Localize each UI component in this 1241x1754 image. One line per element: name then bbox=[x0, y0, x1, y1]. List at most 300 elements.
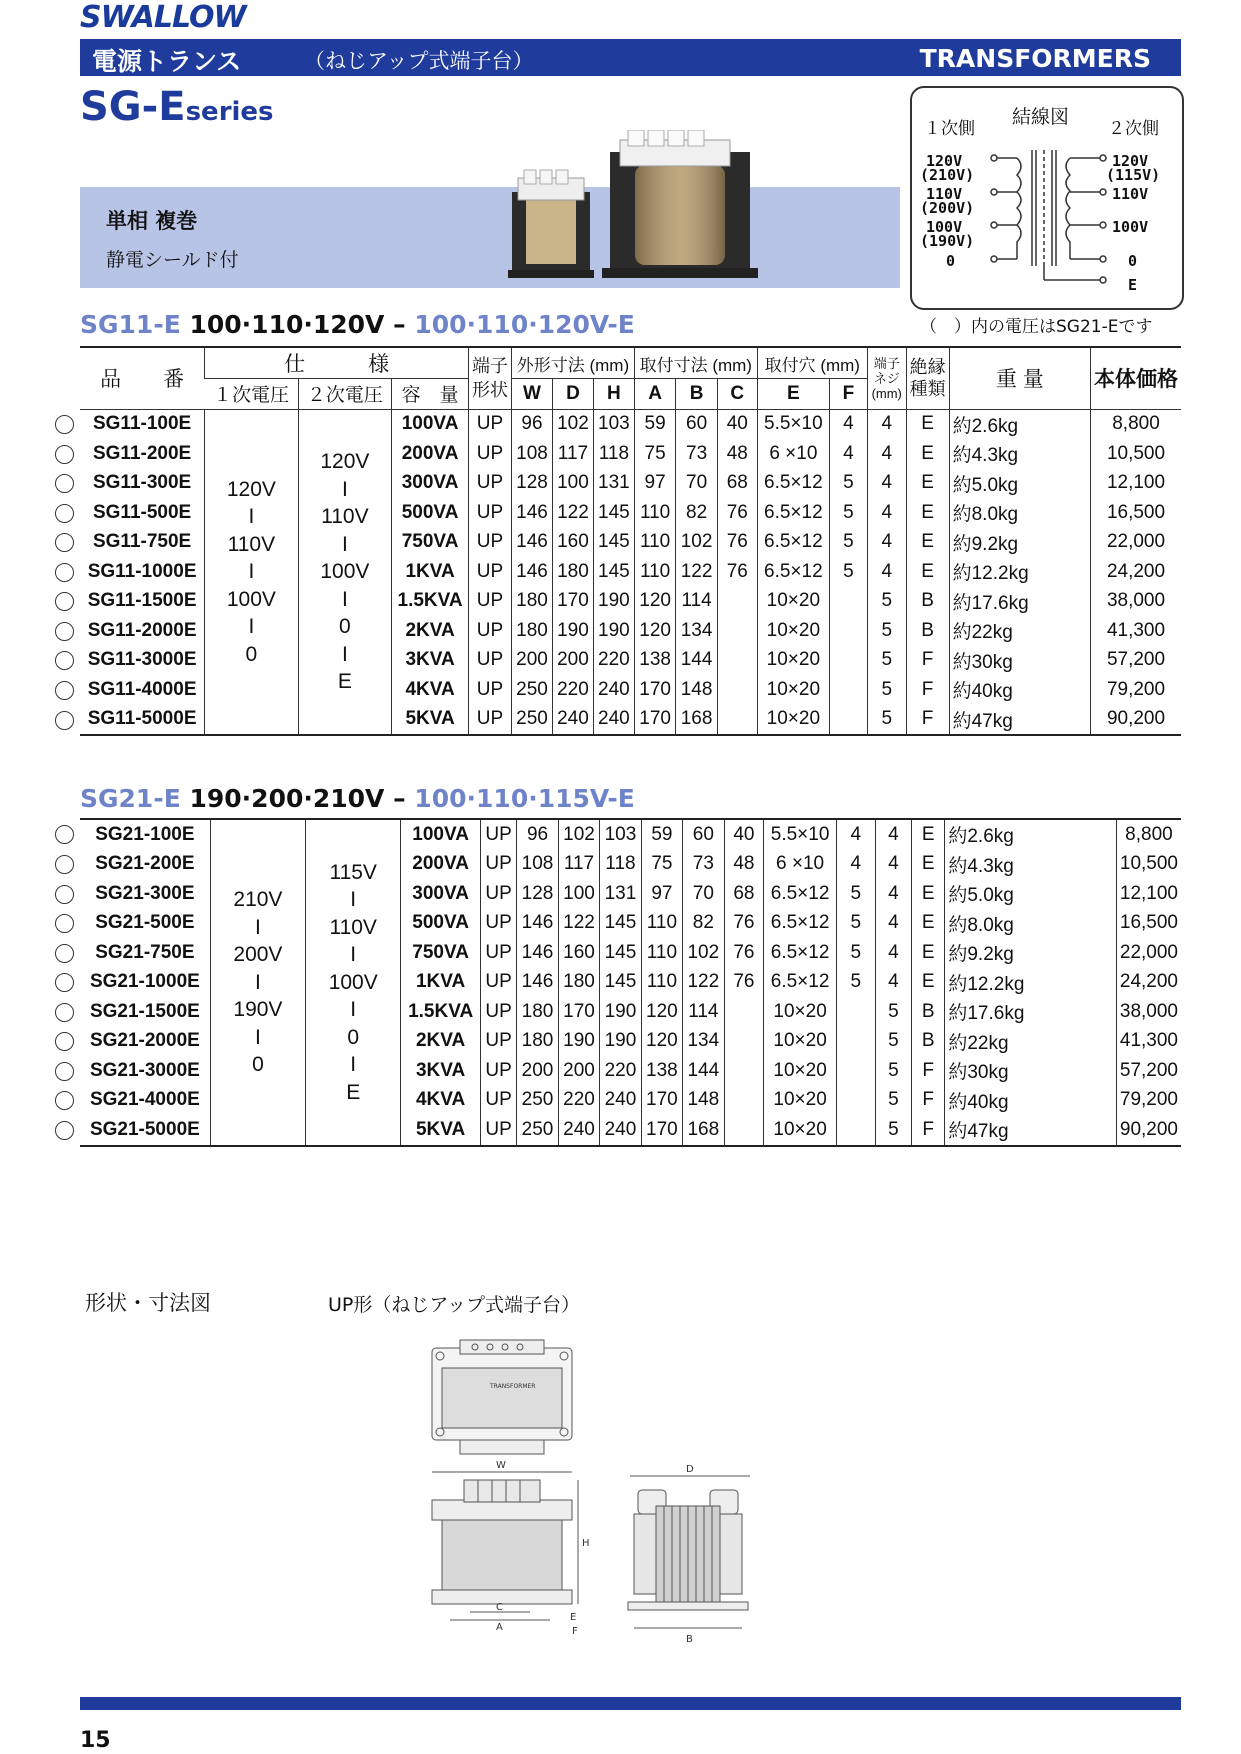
insulation-cell: B bbox=[912, 997, 945, 1027]
weight-spacer bbox=[1027, 997, 1116, 1027]
th-spec: 仕 様 bbox=[205, 347, 469, 379]
weight-spacer bbox=[1027, 850, 1116, 880]
screw-cell: 4 bbox=[875, 909, 911, 939]
wl-4: 100V bbox=[926, 218, 963, 236]
hole-F-cell bbox=[836, 1056, 875, 1086]
dim-W-cell: 250 bbox=[512, 675, 553, 705]
terminal-type-cell: UP bbox=[469, 469, 512, 499]
dim-B-cell: 148 bbox=[676, 675, 717, 705]
price-cell: 38,000 bbox=[1091, 587, 1182, 617]
dim-B-cell: 168 bbox=[683, 1115, 724, 1146]
dim-A-cell: 170 bbox=[634, 705, 675, 736]
select-circle[interactable] bbox=[55, 681, 74, 700]
hole-F-cell: 5 bbox=[836, 938, 875, 968]
hole-F-cell bbox=[829, 705, 867, 736]
screw-cell: 4 bbox=[867, 439, 906, 469]
select-circle[interactable] bbox=[55, 1032, 74, 1051]
secondary-voltage-item: 100V bbox=[328, 970, 378, 994]
model-cell: SG21-500E bbox=[95, 912, 195, 934]
wr-5: E bbox=[1128, 276, 1138, 294]
hole-F-cell: 4 bbox=[836, 850, 875, 880]
select-circle[interactable] bbox=[55, 504, 74, 523]
select-circle[interactable] bbox=[55, 1121, 74, 1140]
terminal-type-cell: UP bbox=[480, 1086, 516, 1116]
weight-spacer bbox=[1032, 557, 1091, 587]
dim-D-cell: 170 bbox=[552, 587, 593, 617]
terminal-type-cell: UP bbox=[480, 909, 516, 939]
spec-table-sg11 bbox=[80, 346, 1181, 736]
dim-H-cell: 240 bbox=[600, 1086, 641, 1116]
screw-cell: 4 bbox=[867, 409, 906, 439]
weight-cell: 約17.6kg bbox=[949, 587, 1032, 617]
drawing-subtitle: UP形（ねじアップ式端子台） bbox=[328, 1294, 581, 1316]
model-cell: SG11-200E bbox=[92, 442, 192, 464]
screw-cell: 5 bbox=[875, 1086, 911, 1116]
select-circle[interactable] bbox=[55, 1003, 74, 1022]
insulation-cell: E bbox=[912, 938, 945, 968]
dim-A-cell: 120 bbox=[634, 587, 675, 617]
dim-A-cell: 110 bbox=[634, 557, 675, 587]
dim-D-cell: 100 bbox=[558, 879, 599, 909]
terminal-type-cell: UP bbox=[480, 819, 516, 850]
secondary-voltage-item: 0 bbox=[347, 1025, 360, 1049]
dim-A-cell: 170 bbox=[641, 1115, 682, 1146]
dim-W-cell: 96 bbox=[517, 819, 558, 850]
dim-C-cell bbox=[717, 705, 757, 736]
secondary-voltage-item: E bbox=[346, 1080, 361, 1104]
insulation-cell: E bbox=[912, 819, 945, 850]
secondary-voltage-item: E bbox=[337, 670, 352, 693]
weight-spacer bbox=[1032, 675, 1091, 705]
dim-D-cell: 190 bbox=[552, 616, 593, 646]
capacity-cell: 4KVA bbox=[392, 675, 469, 705]
weight-cell: 約17.6kg bbox=[945, 997, 1028, 1027]
hole-E-cell: 10×20 bbox=[757, 646, 829, 676]
dim-H-cell: 145 bbox=[593, 528, 634, 558]
select-circle[interactable] bbox=[55, 474, 74, 493]
wr-1: (115V) bbox=[1106, 166, 1161, 184]
dim-D-cell: 160 bbox=[558, 938, 599, 968]
hole-F-cell: 5 bbox=[836, 879, 875, 909]
feature-line2: 静電シールド付 bbox=[106, 249, 239, 271]
model-cell: SG21-1000E bbox=[89, 971, 200, 993]
weight-spacer bbox=[1027, 879, 1116, 909]
dim-W-cell: 250 bbox=[517, 1115, 558, 1146]
capacity-cell: 3KVA bbox=[392, 646, 469, 676]
weight-spacer bbox=[1027, 1086, 1116, 1116]
price-cell: 8,800 bbox=[1091, 409, 1182, 439]
select-circle[interactable] bbox=[55, 914, 74, 933]
hole-F-cell: 4 bbox=[836, 819, 875, 850]
dim-D-cell: 200 bbox=[552, 646, 593, 676]
dim-H-cell: 220 bbox=[600, 1056, 641, 1086]
dim-B-cell: 134 bbox=[676, 616, 717, 646]
capacity-cell: 1.5KVA bbox=[392, 587, 469, 617]
weight-cell: 約8.0kg bbox=[945, 909, 1028, 939]
model-cell: SG21-3000E bbox=[89, 1059, 200, 1081]
hole-E-cell: 5.5×10 bbox=[757, 409, 829, 439]
model-cell: SG21-2000E bbox=[89, 1030, 200, 1052]
th-outer: 外形寸法 (mm) bbox=[512, 347, 635, 379]
dim-A-cell: 110 bbox=[634, 498, 675, 528]
capacity-cell: 2KVA bbox=[392, 616, 469, 646]
dim-C-cell bbox=[724, 997, 764, 1027]
select-circle[interactable] bbox=[55, 651, 74, 670]
wiring-secondary: ２次側 bbox=[1108, 119, 1159, 139]
wr-3: 100V bbox=[1112, 218, 1149, 236]
dim-A-cell: 110 bbox=[641, 909, 682, 939]
dim-C-cell: 68 bbox=[724, 879, 764, 909]
select-circle[interactable] bbox=[55, 1091, 74, 1110]
weight-cell: 約5.0kg bbox=[949, 469, 1032, 499]
th-B: B bbox=[676, 379, 717, 410]
screw-cell: 4 bbox=[867, 498, 906, 528]
dim-A: A bbox=[496, 1622, 503, 1633]
select-circle[interactable] bbox=[55, 944, 74, 963]
select-circle[interactable] bbox=[55, 711, 74, 730]
weight-cell: 約47kg bbox=[949, 705, 1032, 736]
dim-C-cell bbox=[724, 1115, 764, 1146]
secondary-voltage-item: I bbox=[350, 943, 357, 966]
header-row-1 bbox=[80, 347, 1181, 379]
th-screw: 端子 ネジ (mm) bbox=[867, 347, 906, 409]
dim-H: H bbox=[582, 1538, 590, 1549]
weight-spacer bbox=[1032, 705, 1091, 736]
model-cell: SG21-200E bbox=[95, 853, 195, 875]
wiring-title: 結線図 bbox=[1012, 106, 1070, 128]
dim-H-cell: 145 bbox=[593, 557, 634, 587]
insulation-cell: E bbox=[912, 879, 945, 909]
weight-cell: 約22kg bbox=[949, 616, 1032, 646]
wl-0: 120V bbox=[926, 152, 963, 170]
primary-voltage-cell bbox=[205, 409, 298, 735]
capacity-cell: 2KVA bbox=[401, 1027, 481, 1057]
screw-cell: 5 bbox=[875, 1056, 911, 1086]
hole-E-cell: 10×20 bbox=[757, 616, 829, 646]
dim-A-cell: 120 bbox=[641, 1027, 682, 1057]
weight-spacer bbox=[1027, 1027, 1116, 1057]
table-row bbox=[80, 819, 1181, 850]
th-hole: 取付穴 (mm) bbox=[757, 347, 867, 379]
dim-C-cell: 40 bbox=[717, 409, 757, 439]
secondary-voltage-item: 110V bbox=[321, 505, 369, 528]
dim-A-cell: 120 bbox=[641, 997, 682, 1027]
dim-B: B bbox=[686, 1634, 693, 1645]
title-bar bbox=[80, 39, 1181, 76]
hole-E-cell: 10×20 bbox=[764, 1027, 837, 1057]
select-circle[interactable] bbox=[55, 885, 74, 904]
wl-6: 0 bbox=[946, 252, 956, 270]
weight-spacer bbox=[1027, 968, 1116, 998]
dim-B-cell: 70 bbox=[676, 469, 717, 499]
screw-cell: 5 bbox=[875, 1027, 911, 1057]
hole-E-cell: 6 ×10 bbox=[764, 850, 837, 880]
dim-H-cell: 220 bbox=[593, 646, 634, 676]
dim-B-cell: 70 bbox=[683, 879, 724, 909]
price-cell: 22,000 bbox=[1091, 528, 1182, 558]
terminal-type-cell: UP bbox=[469, 616, 512, 646]
side-view bbox=[628, 1476, 750, 1628]
weight-cell: 約5.0kg bbox=[945, 879, 1028, 909]
dim-C-cell: 40 bbox=[724, 819, 764, 850]
primary-voltage-item: 120V bbox=[226, 477, 276, 501]
wl-3: (200V) bbox=[920, 199, 975, 217]
dim-H-cell: 131 bbox=[593, 469, 634, 499]
section2-vout: 100·110·115V-E bbox=[414, 784, 635, 813]
select-circle[interactable] bbox=[55, 415, 74, 434]
select-circle[interactable] bbox=[55, 445, 74, 464]
weight-spacer bbox=[1032, 498, 1091, 528]
dim-H-cell: 190 bbox=[600, 1027, 641, 1057]
section2-vin: 190·200·210V bbox=[189, 784, 385, 813]
hole-E-cell: 10×20 bbox=[764, 1086, 837, 1116]
screw-cell: 5 bbox=[875, 997, 911, 1027]
price-cell: 90,200 bbox=[1091, 705, 1182, 736]
wiring-diagram bbox=[910, 86, 1184, 310]
secondary-voltage-item: 115V bbox=[329, 860, 377, 884]
select-circle[interactable] bbox=[55, 533, 74, 552]
hole-F-cell: 5 bbox=[829, 498, 867, 528]
hole-F-cell: 4 bbox=[829, 439, 867, 469]
secondary-voltage-cell bbox=[298, 409, 392, 735]
weight-spacer bbox=[1032, 409, 1091, 439]
hole-E-cell: 6 ×10 bbox=[757, 439, 829, 469]
hole-E-cell: 6.5×12 bbox=[764, 879, 837, 909]
th-terminal: 端子 形状 bbox=[469, 347, 512, 409]
dim-B-cell: 148 bbox=[683, 1086, 724, 1116]
th-W: W bbox=[512, 379, 553, 410]
dim-W-cell: 180 bbox=[517, 997, 558, 1027]
primary-voltage-item: 0 bbox=[252, 1053, 264, 1076]
select-circle[interactable] bbox=[55, 855, 74, 874]
dim-D-cell: 220 bbox=[558, 1086, 599, 1116]
dim-H-cell: 118 bbox=[593, 439, 634, 469]
capacity-cell: 300VA bbox=[401, 879, 481, 909]
primary-voltage-item: 190V bbox=[233, 998, 283, 1021]
model-cell: SG11-750E bbox=[92, 531, 192, 553]
dim-W-cell: 200 bbox=[517, 1056, 558, 1086]
dim-B-cell: 60 bbox=[683, 819, 724, 850]
dim-C: C bbox=[496, 1602, 503, 1613]
weight-spacer bbox=[1032, 469, 1091, 499]
weight-cell: 約9.2kg bbox=[945, 938, 1028, 968]
screw-cell: 4 bbox=[875, 879, 911, 909]
primary-voltage-item: I bbox=[248, 615, 255, 638]
dim-B-cell: 114 bbox=[676, 587, 717, 617]
insulation-cell: B bbox=[906, 616, 949, 646]
model-cell: SG21-1500E bbox=[89, 1000, 200, 1022]
dim-H-cell: 103 bbox=[600, 819, 641, 850]
dim-B-cell: 73 bbox=[676, 439, 717, 469]
model-cell: SG11-5000E bbox=[87, 708, 197, 730]
dim-W-cell: 180 bbox=[517, 1027, 558, 1057]
weight-cell: 約22kg bbox=[945, 1027, 1028, 1057]
select-circle[interactable] bbox=[55, 973, 74, 992]
terminal-type-cell: UP bbox=[469, 587, 512, 617]
select-circle[interactable] bbox=[55, 825, 74, 844]
screw-cell: 5 bbox=[875, 1115, 911, 1146]
hole-F-cell bbox=[836, 997, 875, 1027]
dim-D-cell: 190 bbox=[558, 1027, 599, 1057]
primary-voltage-item: 210V bbox=[233, 888, 283, 911]
primary-voltage-item: I bbox=[248, 560, 255, 583]
model-cell: SG21-4000E bbox=[89, 1089, 200, 1111]
terminal-type-cell: UP bbox=[480, 1056, 516, 1086]
price-cell: 57,200 bbox=[1091, 646, 1182, 676]
dim-A-cell: 59 bbox=[634, 409, 675, 439]
capacity-cell: 200VA bbox=[392, 439, 469, 469]
screw-cell: 4 bbox=[867, 557, 906, 587]
dim-A-cell: 75 bbox=[634, 439, 675, 469]
insulation-cell: B bbox=[906, 587, 949, 617]
dim-B-cell: 102 bbox=[676, 528, 717, 558]
price-cell: 38,000 bbox=[1116, 997, 1181, 1027]
wr-4: 0 bbox=[1128, 252, 1138, 270]
dim-B-cell: 73 bbox=[683, 850, 724, 880]
dim-W-cell: 108 bbox=[512, 439, 553, 469]
dim-H-cell: 240 bbox=[600, 1115, 641, 1146]
hole-E-cell: 10×20 bbox=[757, 587, 829, 617]
select-circle[interactable] bbox=[55, 1062, 74, 1081]
hole-F-cell bbox=[836, 1115, 875, 1146]
weight-cell: 約30kg bbox=[949, 646, 1032, 676]
primary-voltage-item: I bbox=[254, 970, 261, 994]
price-cell: 79,200 bbox=[1116, 1086, 1181, 1116]
primary-voltage-item: 100V bbox=[226, 587, 276, 611]
model-cell: SG21-300E bbox=[95, 882, 195, 904]
terminal-type-cell: UP bbox=[469, 675, 512, 705]
weight-spacer bbox=[1027, 909, 1116, 939]
capacity-cell: 750VA bbox=[392, 528, 469, 558]
dim-A-cell: 97 bbox=[641, 879, 682, 909]
terminal-type-cell: UP bbox=[480, 938, 516, 968]
th-A: A bbox=[634, 379, 675, 410]
model-cell: SG11-300E bbox=[92, 472, 192, 494]
dim-C-cell: 76 bbox=[724, 909, 764, 939]
weight-spacer bbox=[1032, 528, 1091, 558]
wr-0: 120V bbox=[1112, 152, 1149, 170]
terminal-type-cell: UP bbox=[480, 879, 516, 909]
dim-C-cell: 76 bbox=[724, 938, 764, 968]
dim-H-cell: 190 bbox=[593, 616, 634, 646]
dim-H-cell: 190 bbox=[593, 587, 634, 617]
price-cell: 79,200 bbox=[1091, 675, 1182, 705]
capacity-cell: 5KVA bbox=[401, 1115, 481, 1146]
dim-C-cell bbox=[724, 1056, 764, 1086]
dim-C-cell: 76 bbox=[717, 557, 757, 587]
hole-E-cell: 6.5×12 bbox=[764, 968, 837, 998]
capacity-cell: 100VA bbox=[401, 819, 481, 850]
dim-B-cell: 144 bbox=[676, 646, 717, 676]
section1-vout: 100·110·120V-E bbox=[414, 310, 635, 339]
screw-cell: 4 bbox=[875, 968, 911, 998]
screw-cell: 4 bbox=[867, 469, 906, 499]
select-circle[interactable] bbox=[55, 592, 74, 611]
primary-voltage-item: 0 bbox=[245, 642, 258, 666]
dim-C-cell: 48 bbox=[724, 850, 764, 880]
dim-W-cell: 200 bbox=[512, 646, 553, 676]
hole-E-cell: 10×20 bbox=[764, 997, 837, 1027]
dim-H-cell: 103 bbox=[593, 409, 634, 439]
secondary-voltage-item: 0 bbox=[339, 615, 351, 638]
subtitle-jp: （ねじアップ式端子台） bbox=[304, 49, 534, 73]
dim-W-cell: 180 bbox=[512, 616, 553, 646]
hole-F-cell bbox=[836, 1086, 875, 1116]
capacity-cell: 200VA bbox=[401, 850, 481, 880]
wl-2: 110V bbox=[926, 185, 963, 203]
dim-W-cell: 146 bbox=[517, 938, 558, 968]
insulation-cell: E bbox=[906, 409, 949, 439]
price-cell: 10,500 bbox=[1091, 439, 1182, 469]
th-D: D bbox=[552, 379, 593, 410]
primary-voltage-item: I bbox=[248, 505, 255, 528]
price-cell: 41,300 bbox=[1091, 616, 1182, 646]
wiring-primary: １次側 bbox=[924, 119, 975, 139]
weight-spacer bbox=[1027, 938, 1116, 968]
screw-cell: 5 bbox=[867, 616, 906, 646]
model-cell: SG11-1500E bbox=[87, 590, 197, 612]
dim-B-cell: 102 bbox=[683, 938, 724, 968]
dim-B-cell: 114 bbox=[683, 997, 724, 1027]
insulation-cell: E bbox=[906, 557, 949, 587]
screw-cell: 4 bbox=[867, 528, 906, 558]
insulation-cell: F bbox=[912, 1056, 945, 1086]
dim-H-cell: 145 bbox=[600, 938, 641, 968]
model-cell: SG21-5000E bbox=[89, 1118, 200, 1140]
dim-W-cell: 128 bbox=[517, 879, 558, 909]
select-circle[interactable] bbox=[55, 563, 74, 582]
capacity-cell: 300VA bbox=[392, 469, 469, 499]
model-cell: SG11-500E bbox=[92, 501, 192, 523]
feature-band bbox=[80, 187, 900, 288]
th-secondary: ２次電圧 bbox=[298, 379, 392, 410]
section2-heading bbox=[80, 784, 635, 813]
insulation-cell: F bbox=[912, 1115, 945, 1146]
th-mount: 取付寸法 (mm) bbox=[634, 347, 757, 379]
dim-B-cell: 122 bbox=[676, 557, 717, 587]
weight-spacer bbox=[1027, 819, 1116, 850]
capacity-cell: 1.5KVA bbox=[401, 997, 481, 1027]
capacity-cell: 3KVA bbox=[401, 1056, 481, 1086]
terminal-type-cell: UP bbox=[469, 557, 512, 587]
hole-F-cell: 4 bbox=[829, 409, 867, 439]
screw-cell: 5 bbox=[867, 675, 906, 705]
dim-H-cell: 240 bbox=[593, 705, 634, 736]
terminal-type-cell: UP bbox=[469, 705, 512, 736]
dim-D-cell: 100 bbox=[552, 469, 593, 499]
terminal-type-cell: UP bbox=[480, 1115, 516, 1146]
series-suffix: series bbox=[185, 97, 274, 127]
select-circle[interactable] bbox=[55, 622, 74, 641]
hole-F-cell: 5 bbox=[829, 528, 867, 558]
hole-E-cell: 6.5×12 bbox=[757, 469, 829, 499]
th-F: F bbox=[829, 379, 867, 410]
model-cell: SG21-100E bbox=[95, 823, 195, 845]
terminal-type-cell: UP bbox=[469, 498, 512, 528]
th-C: C bbox=[717, 379, 757, 410]
model-cell: SG11-4000E bbox=[87, 678, 197, 700]
dim-C-cell: 48 bbox=[717, 439, 757, 469]
price-cell: 12,100 bbox=[1116, 879, 1181, 909]
hole-F-cell bbox=[836, 1027, 875, 1057]
th-model: 品 番 bbox=[100, 368, 185, 392]
dim-D: D bbox=[686, 1464, 694, 1475]
price-cell: 57,200 bbox=[1116, 1056, 1181, 1086]
dim-W-cell: 108 bbox=[517, 850, 558, 880]
dim-C-cell bbox=[717, 675, 757, 705]
hole-F-cell bbox=[829, 616, 867, 646]
hole-E-cell: 10×20 bbox=[764, 1115, 837, 1146]
